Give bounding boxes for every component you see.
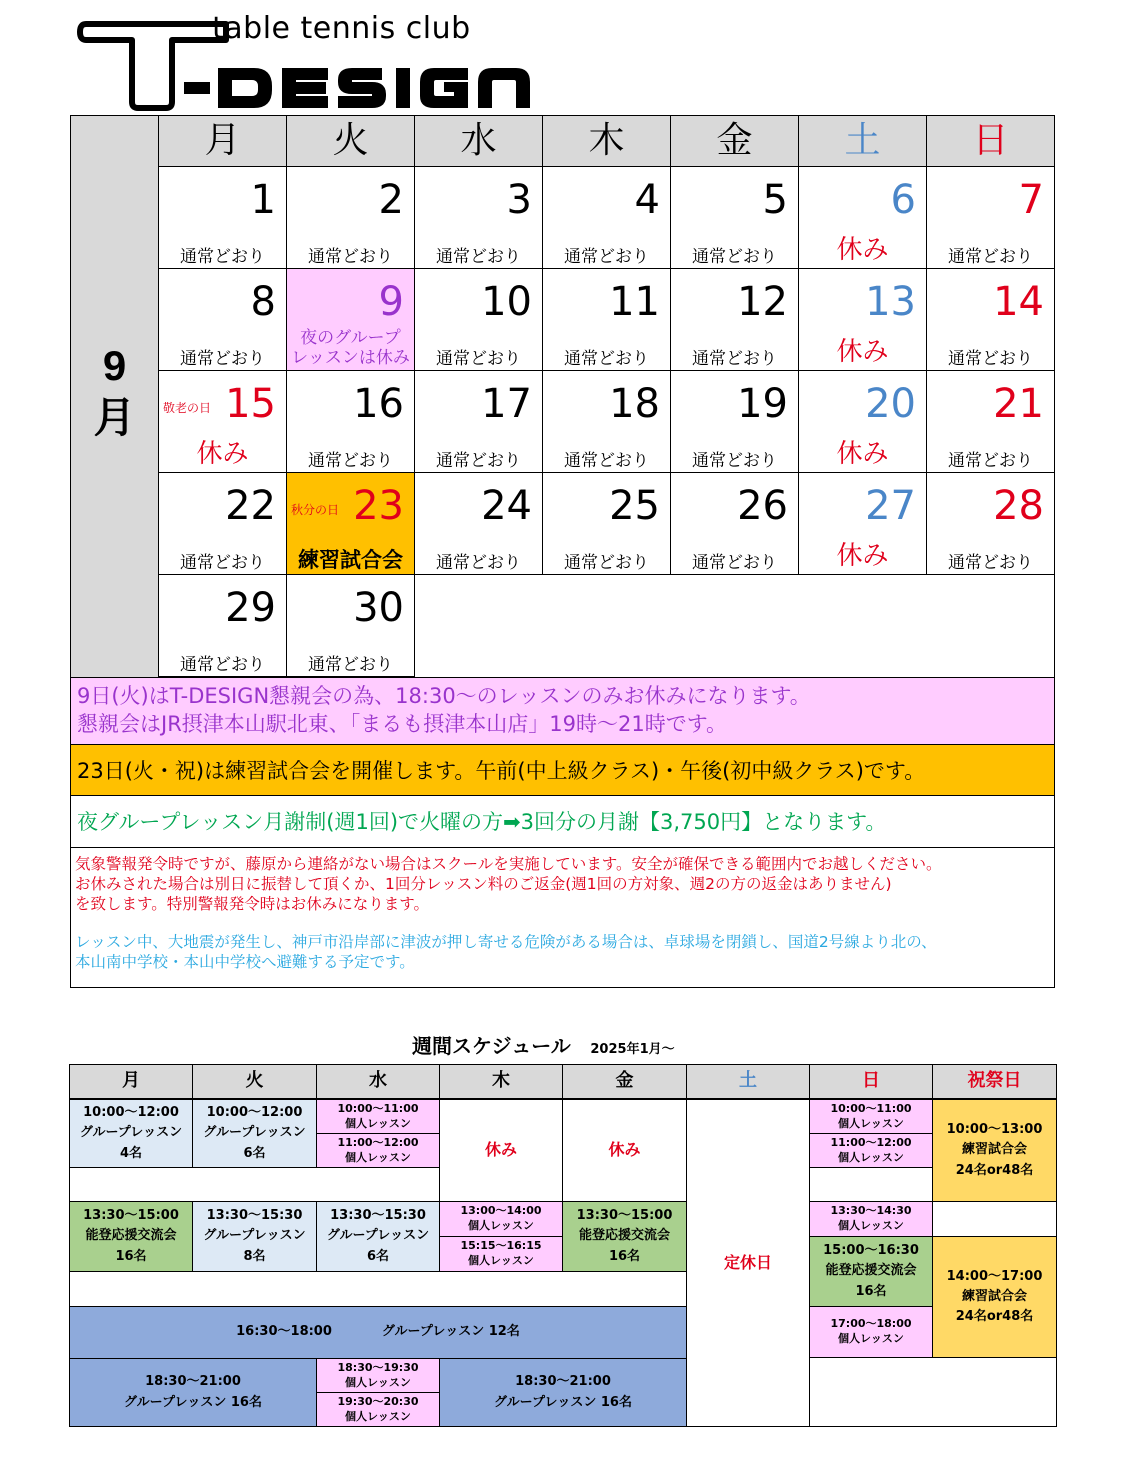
calendar-day-cell <box>927 371 1055 473</box>
day-number: 23 <box>353 483 404 529</box>
weekday-header: 日 <box>927 115 1055 167</box>
wed-afternoon-line: 6名 <box>366 1248 390 1264</box>
day-status: 通常どおり <box>564 247 649 267</box>
holiday-morning <box>932 1099 1057 1202</box>
calendar-day-cell <box>287 167 415 269</box>
mon-fri-gap-2 <box>69 1271 687 1307</box>
day-number: 9 <box>378 279 404 325</box>
day-status: 通常どおり <box>180 655 265 675</box>
day-number: 3 <box>506 177 532 223</box>
weekly-header: 日 <box>809 1064 933 1099</box>
calendar-day-cell <box>287 473 415 575</box>
calendar-empty-area <box>415 575 1055 677</box>
holiday-morning-line: 10:00～13:00 <box>946 1122 1043 1138</box>
day-status: 休み <box>836 439 889 469</box>
day-status: 通常どおり <box>308 655 393 675</box>
tue-morning-line: グループレッスン <box>203 1125 306 1141</box>
calendar-day-cell <box>927 473 1055 575</box>
mon-morning-line: グループレッスン <box>79 1125 183 1141</box>
day-status: 通常どおり <box>436 247 521 267</box>
tue-morning-line: 10:00～12:00 <box>206 1105 303 1121</box>
evening-time: 16:30～18:00 <box>236 1324 332 1340</box>
day-status: 通常どおり <box>308 247 393 267</box>
calendar-day-cell <box>415 167 543 269</box>
day-number: 29 <box>225 585 276 631</box>
holiday-name: 敬老の日 <box>163 401 212 415</box>
calendar-day-cell <box>287 575 415 677</box>
sun-blank-1 <box>809 1167 933 1202</box>
notice-party <box>70 677 1055 745</box>
sun-afternoon-3 <box>809 1306 933 1358</box>
sun-morning-1 <box>809 1099 933 1134</box>
mon-afternoon-line: 能登応援交流会 <box>85 1228 177 1244</box>
day-number: 8 <box>250 279 276 325</box>
weekday-header: 木 <box>543 115 671 167</box>
sun-afternoon-3-line: 個人レッスン <box>838 1332 904 1345</box>
night-wed-2 <box>316 1392 440 1427</box>
logo-subtitle: table tennis club <box>212 11 471 46</box>
day-number: 2 <box>378 177 404 223</box>
mon-morning-line: 10:00～12:00 <box>83 1105 179 1121</box>
holiday-morning-line: 練習試合会 <box>961 1142 1027 1158</box>
day-number: 27 <box>865 483 916 529</box>
weekly-header: 水 <box>316 1064 440 1099</box>
day-number: 6 <box>890 177 916 223</box>
mon-morning-line: 4名 <box>119 1145 143 1161</box>
day-status: 通常どおり <box>436 451 521 471</box>
fri-afternoon <box>562 1201 687 1272</box>
thu-afternoon-1-line: 13:00～14:00 <box>460 1204 542 1218</box>
day-status: 通常どおり <box>308 451 393 471</box>
day-number: 24 <box>481 483 532 529</box>
night-thu-fri-line: 18:30～21:00 <box>515 1374 611 1390</box>
day-status: 通常どおり <box>436 553 521 573</box>
sun-morning-1-line: 個人レッスン <box>838 1116 904 1130</box>
wed-morning-2 <box>316 1133 440 1168</box>
wed-morning-2-line: 個人レッスン <box>345 1150 411 1164</box>
holiday-name: 秋分の日 <box>291 503 340 517</box>
sat-closed <box>686 1099 810 1427</box>
day-status: 通常どおり <box>180 349 265 369</box>
mon-afternoon-line: 13:30～15:00 <box>83 1208 179 1224</box>
thu-afternoon-2 <box>439 1236 563 1272</box>
day-number: 14 <box>993 279 1044 325</box>
evening-group-lesson <box>69 1306 687 1359</box>
tue-morning-line: 6名 <box>243 1145 266 1161</box>
sun-morning-1-line: 10:00～11:00 <box>830 1101 912 1115</box>
notice-match-text: 23日(火・祝)は練習試合会を開催します。午前(中上級クラス)・午後(初中級クラス)です。 <box>77 759 926 783</box>
holiday-afternoon-line: 14:00～17:00 <box>946 1268 1043 1284</box>
sat-closed-text: 定休日 <box>723 1252 772 1272</box>
notice-fee-text: 夜グループレッスン月謝制(週1回)で火曜の方➡3回分の月謝【3,750円】となります。 <box>77 810 887 834</box>
notice-party-line2: 懇親会はJR摂津本山駅北東、「まるも摂津本山店」19時～21時です。 <box>77 712 728 736</box>
calendar-day-cell <box>159 371 287 473</box>
weekday-header: 火 <box>287 115 415 167</box>
thu-off <box>439 1099 563 1202</box>
day-number: 22 <box>225 483 276 529</box>
day-number: 26 <box>737 483 788 529</box>
day-status: 通常どおり <box>564 553 649 573</box>
calendar-day-cell <box>671 269 799 371</box>
evening-label: グループレッスン 12名 <box>381 1324 520 1340</box>
day-number: 1 <box>250 177 276 223</box>
day-number: 20 <box>865 381 916 427</box>
weekday-header: 土 <box>799 115 927 167</box>
wed-morning-1 <box>316 1099 440 1134</box>
weekly-header: 祝祭日 <box>932 1064 1057 1099</box>
day-status: 休み <box>836 235 889 265</box>
notice-weather-line2: お休みされた場合は別日に振替して頂くか、1回分レッスン料のご返金(週1回の方対象、週2の方の返金はありません) <box>75 875 892 893</box>
weekly-header: 土 <box>686 1064 810 1099</box>
sun-afternoon-2-line: 16名 <box>855 1283 887 1299</box>
night-thu-fri <box>439 1358 687 1427</box>
day-number: 10 <box>481 279 532 325</box>
sun-afternoon-1-line: 13:30～14:30 <box>830 1204 912 1218</box>
tue-afternoon-line: グループレッスン <box>203 1228 306 1244</box>
day-status: 練習試合会 <box>298 548 403 572</box>
night-wed-2-line: 個人レッスン <box>345 1409 411 1423</box>
night-thu-fri-line: グループレッスン 16名 <box>494 1394 632 1410</box>
wed-morning-2-line: 11:00～12:00 <box>337 1135 419 1149</box>
night-mon-tue-line: 18:30～21:00 <box>145 1374 241 1390</box>
notice-weather-line3: を致します。特別警報発令時はお休みになります。 <box>75 895 430 913</box>
day-number: 18 <box>609 381 660 427</box>
thu-afternoon-2-line: 15:15～16:15 <box>460 1239 542 1253</box>
weekly-header: 金 <box>562 1064 687 1099</box>
thu-afternoon-2-line: 個人レッスン <box>468 1254 534 1267</box>
thu-off-text: 休み <box>484 1140 517 1160</box>
calendar-day-cell <box>927 269 1055 371</box>
fri-afternoon-line: 16名 <box>608 1248 641 1264</box>
day-status: 通常どおり <box>692 247 777 267</box>
notice-fee <box>70 796 1055 848</box>
weekday-header: 水 <box>415 115 543 167</box>
day-number: 5 <box>762 177 788 223</box>
calendar-day-cell <box>543 473 671 575</box>
sun-blank-2 <box>809 1357 1057 1427</box>
day-status-line: レッスンは休み <box>291 348 410 368</box>
day-status: 通常どおり <box>180 553 265 573</box>
calendar-day-cell <box>287 269 415 371</box>
day-status: 通常どおり <box>692 451 777 471</box>
weekly-header: 木 <box>439 1064 563 1099</box>
calendar-day-cell <box>159 269 287 371</box>
night-mon-tue <box>69 1358 317 1427</box>
fri-afternoon-line: 能登応援交流会 <box>578 1228 670 1244</box>
sun-morning-2 <box>809 1133 933 1168</box>
notice-quake-line1: レッスン中、大地震が発生し、神戸市沿岸部に津波が押し寄せる危険がある場合は、卓球場を閉鎖し、国道2号線より北の、 <box>75 933 937 951</box>
holiday-morning-line: 24名or48名 <box>955 1162 1034 1178</box>
thu-afternoon-1-line: 個人レッスン <box>468 1219 534 1232</box>
sun-afternoon-2-line: 15:00～16:30 <box>823 1243 919 1259</box>
mon-afternoon <box>69 1201 193 1272</box>
day-number: 30 <box>353 585 404 631</box>
night-mon-tue-line: グループレッスン 16名 <box>124 1394 262 1410</box>
calendar-day-cell <box>799 371 927 473</box>
night-wed-2-line: 19:30～20:30 <box>337 1394 419 1408</box>
wed-afternoon-line: 13:30～15:30 <box>330 1208 426 1224</box>
calendar-day-cell <box>543 371 671 473</box>
day-status: 休み <box>836 337 889 367</box>
night-wed-1-line: 個人レッスン <box>345 1375 411 1389</box>
day-status: 通常どおり <box>948 451 1033 471</box>
day-number: 15 <box>225 381 276 427</box>
notice-weather-line1: 気象警報発令時ですが、藤原から連絡がない場合はスクールを実施しています。安全が確保できる範囲内でお越しください。 <box>75 855 942 873</box>
wed-afternoon-line: グループレッスン <box>326 1228 430 1244</box>
calendar-day-cell <box>543 167 671 269</box>
month-label: 9 月 <box>93 342 136 442</box>
calendar-day-cell <box>671 167 799 269</box>
day-number: 11 <box>609 279 660 325</box>
calendar-day-cell <box>159 167 287 269</box>
sun-morning-2-line: 個人レッスン <box>838 1150 904 1164</box>
day-status: 通常どおり <box>436 349 521 369</box>
sun-afternoon-1-line: 個人レッスン <box>838 1219 904 1232</box>
weekly-title: 週間スケジュール <box>412 1034 571 1058</box>
calendar-day-cell <box>671 473 799 575</box>
mon-wed-gap-1 <box>69 1167 440 1202</box>
day-number: 16 <box>353 381 404 427</box>
thu-afternoon-1 <box>439 1201 563 1237</box>
sun-morning-2-line: 11:00～12:00 <box>830 1135 912 1149</box>
tue-morning <box>192 1099 317 1168</box>
calendar-day-cell <box>415 371 543 473</box>
holiday-afternoon-line: 練習試合会 <box>961 1288 1027 1304</box>
calendar-day-cell <box>415 269 543 371</box>
wed-morning-1-line: 個人レッスン <box>345 1116 411 1130</box>
sun-afternoon-3-line: 17:00～18:00 <box>830 1317 912 1331</box>
holiday-afternoon-line: 24名or48名 <box>955 1309 1034 1325</box>
notice-match <box>70 745 1055 796</box>
fri-off <box>562 1099 687 1202</box>
sun-afternoon-2-line: 能登応援交流会 <box>825 1263 917 1279</box>
tue-afternoon-line: 8名 <box>243 1248 266 1264</box>
day-number: 7 <box>1018 177 1044 223</box>
notice-safety <box>70 848 1055 988</box>
day-number: 12 <box>737 279 788 325</box>
notice-party-line1: 9日(火)はT-DESIGN懇親会の為、18:30～のレッスンのみお休みになります。 <box>77 684 811 708</box>
day-number: 19 <box>737 381 788 427</box>
sun-afternoon-1 <box>809 1201 933 1237</box>
weekday-header: 金 <box>671 115 799 167</box>
day-status: 通常どおり <box>692 349 777 369</box>
holiday-blank <box>932 1201 1057 1237</box>
weekly-title-row <box>412 1030 675 1059</box>
calendar-day-cell <box>799 269 927 371</box>
calendar-day-cell <box>415 473 543 575</box>
notice-quake-line2: 本山南中学校・本山中学校へ避難する予定です。 <box>75 953 415 971</box>
sun-afternoon-2 <box>809 1236 933 1307</box>
calendar-day-cell <box>159 473 287 575</box>
day-number: 17 <box>481 381 532 427</box>
day-status: 通常どおり <box>948 553 1033 573</box>
night-wed-1-line: 18:30～19:30 <box>337 1360 419 1374</box>
day-status: 休み <box>196 439 249 469</box>
wed-morning-1-line: 10:00～11:00 <box>337 1101 419 1115</box>
weekly-header: 月 <box>69 1064 193 1099</box>
weekday-header: 月 <box>159 115 287 167</box>
calendar-day-cell <box>671 371 799 473</box>
wed-afternoon <box>316 1201 440 1272</box>
mon-afternoon-line: 16名 <box>115 1248 147 1264</box>
day-number: 21 <box>993 381 1044 427</box>
day-status <box>287 328 414 368</box>
day-status: 通常どおり <box>564 349 649 369</box>
fri-afternoon-line: 13:30～15:00 <box>576 1208 673 1224</box>
calendar-day-cell <box>927 167 1055 269</box>
holiday-afternoon <box>932 1236 1057 1358</box>
calendar-day-cell <box>543 269 671 371</box>
tue-afternoon-line: 13:30～15:30 <box>206 1208 303 1224</box>
calendar-day-cell <box>287 371 415 473</box>
day-number: 4 <box>634 177 660 223</box>
day-status-line: 夜のグループ <box>300 328 401 348</box>
weekly-header: 火 <box>192 1064 317 1099</box>
day-status: 通常どおり <box>948 349 1033 369</box>
tue-afternoon <box>192 1201 317 1272</box>
calendar-day-cell <box>799 473 927 575</box>
mon-morning <box>69 1099 193 1168</box>
day-status: 休み <box>836 541 889 571</box>
weekly-since: 2025年1月～ <box>590 1042 675 1057</box>
day-status: 通常どおり <box>692 553 777 573</box>
calendar-day-cell <box>799 167 927 269</box>
day-number: 13 <box>865 279 916 325</box>
night-wed-1 <box>316 1358 440 1393</box>
day-status: 通常どおり <box>180 247 265 267</box>
fri-off-text: 休み <box>608 1140 641 1160</box>
day-status: 通常どおり <box>948 247 1033 267</box>
day-number: 25 <box>609 483 660 529</box>
calendar-day-cell <box>159 575 287 677</box>
day-status: 通常どおり <box>564 451 649 471</box>
day-number: 28 <box>993 483 1044 529</box>
